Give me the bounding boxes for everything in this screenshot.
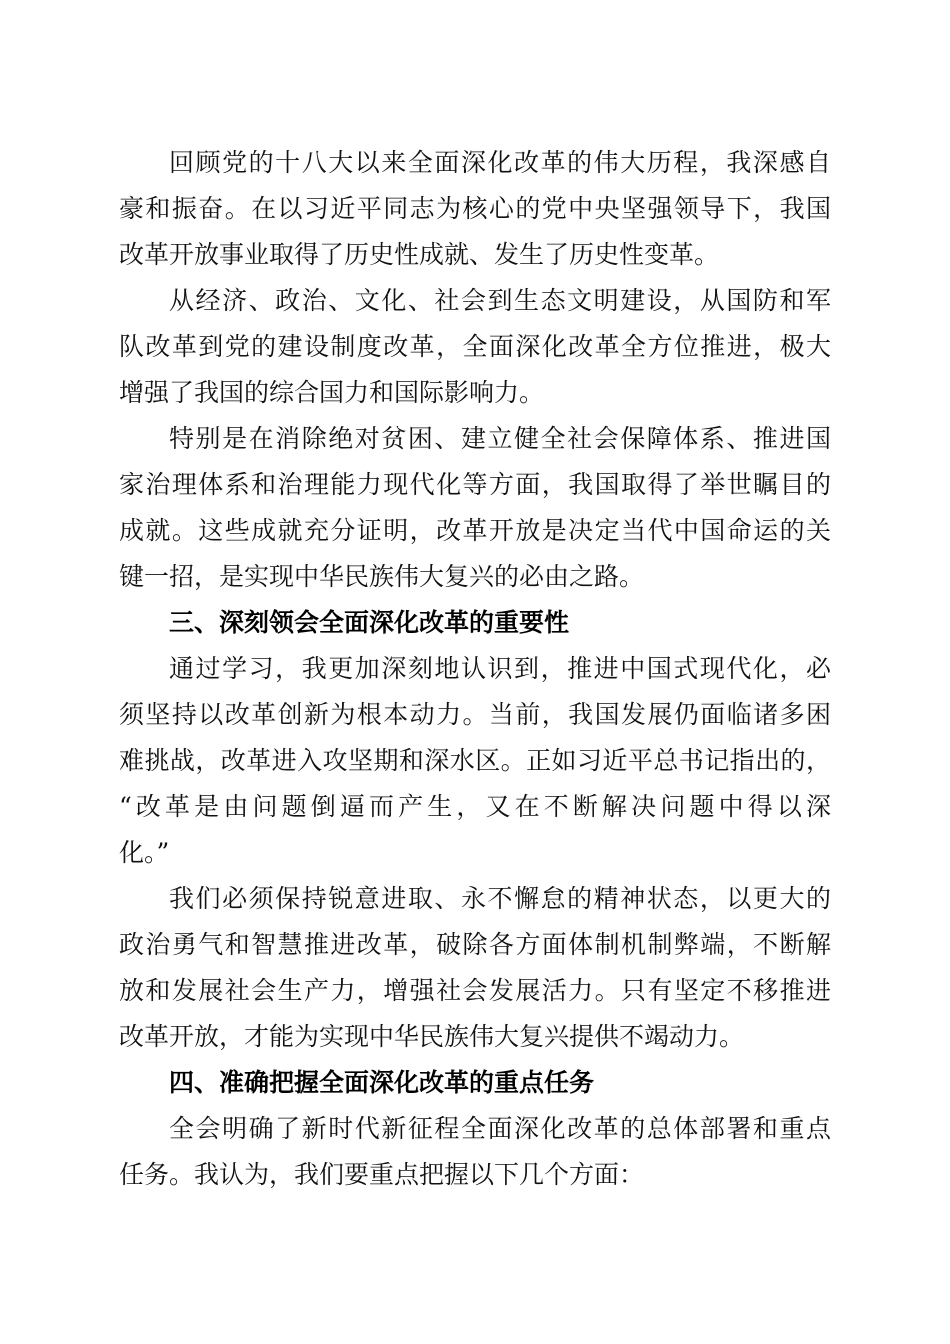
paragraph-5-line-3: 难挑战，改革进入攻坚期和深水区。正如习近平总书记指出的， (119, 746, 831, 775)
paragraph-6-line-2: 政治勇气和智慧推进改革，破除各方面体制机制弊端，不断解 (119, 930, 831, 959)
paragraph-5-line-2: 须坚持以改革创新为根本动力。当前，我国发展仍面临诸多困 (119, 700, 831, 729)
paragraph-3-line-1: 特别是在消除绝对贫困、建立健全社会保障体系、推进国 (169, 424, 831, 453)
paragraph-5-line-5: 化。” (119, 838, 170, 867)
paragraph-8-line-2: 任务。我认为，我们要重点把握以下几个方面： (119, 1160, 645, 1189)
section-heading-4: 四、准确把握全面深化改革的重点任务 (169, 1068, 595, 1097)
paragraph-5-line-4: “改革是由问题倒逼而产生，又在不断解决问题中得以深 (119, 792, 831, 821)
paragraph-5-line-1: 通过学习，我更加深刻地认识到，推进中国式现代化，必 (169, 654, 831, 683)
paragraph-2-line-3: 增强了我国的综合国力和国际影响力。 (119, 378, 545, 407)
paragraph-3-line-2: 家治理体系和治理能力现代化等方面，我国取得了举世瞩目的 (119, 470, 831, 499)
paragraph-2-line-2: 队改革到党的建设制度改革，全面深化改革全方位推进，极大 (119, 332, 831, 361)
paragraph-3-line-3: 成就。这些成就充分证明，改革开放是决定当代中国命运的关 (119, 516, 831, 545)
paragraph-8-line-1: 全会明确了新时代新征程全面深化改革的总体部署和重点 (169, 1114, 831, 1143)
paragraph-3-line-4: 键一招，是实现中华民族伟大复兴的必由之路。 (119, 562, 645, 591)
paragraph-2-line-1: 从经济、政治、文化、社会到生态文明建设，从国防和军 (169, 286, 831, 315)
section-heading-3: 三、深刻领会全面深化改革的重要性 (169, 608, 570, 637)
paragraph-6-line-1: 我们必须保持锐意进取、永不懈怠的精神状态，以更大的 (169, 884, 831, 913)
paragraph-1-line-3: 改革开放事业取得了历史性成就、发生了历史性变革。 (119, 240, 720, 269)
paragraph-6-line-3: 放和发展社会生产力，增强社会发展活力。只有坚定不移推进 (119, 976, 831, 1005)
paragraph-1-line-2: 豪和振奋。在以习近平同志为核心的党中央坚强领导下，我国 (119, 194, 831, 223)
paragraph-1-line-1: 回顾党的十八大以来全面深化改革的伟大历程，我深感自 (169, 148, 831, 177)
paragraph-6-line-4: 改革开放，才能为实现中华民族伟大复兴提供不竭动力。 (119, 1022, 745, 1051)
